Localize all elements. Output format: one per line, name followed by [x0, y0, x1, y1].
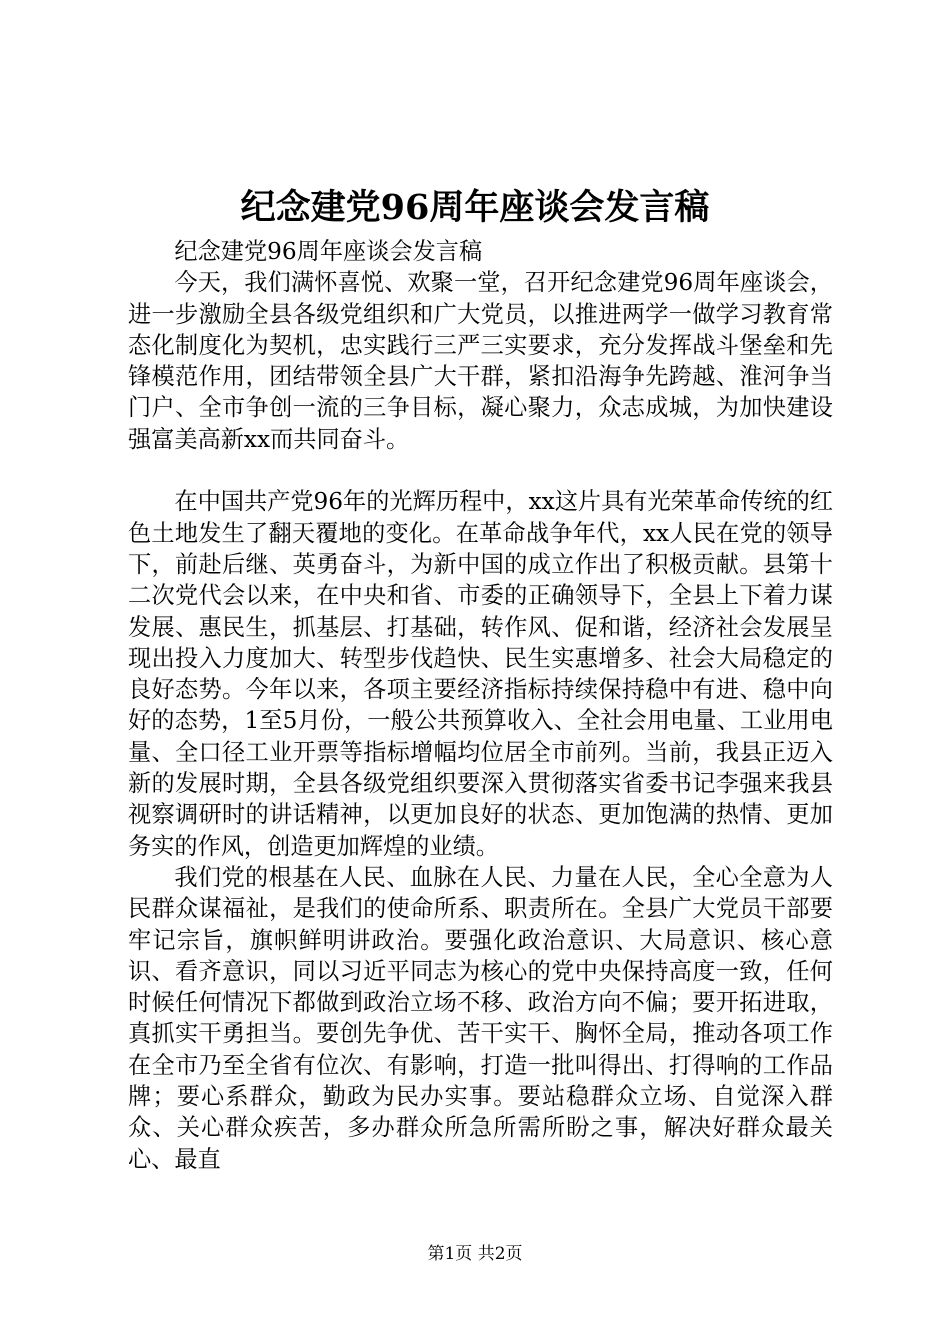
- document-title: 纪念建党96周年座谈会发言稿: [240, 187, 710, 228]
- document-body: [128, 236, 833, 1175]
- body-paragraph-1: 今天，我们满怀喜悦、欢聚一堂，召开纪念建党96周年座谈会，进一步激励全县各级党组织和广大党员，以推进两学一做学习教育常态化制度化为契机，忠实践行三严三实要求，充分发挥战斗堡垒和先锋模范作用，团结带领全县广大干群，紧扣沿海争先跨越、淮河争当门户、全市争创一流的三争目标，凝心聚力，众志成城，为加快建设强富美高新xx而共同奋斗。: [128, 269, 833, 453]
- body-paragraph-3: 我们党的根基在人民、血脉在人民、力量在人民，全心全意为人民群众谋福祉，是我们的使命所系、职责所在。全县广大党员干部要牢记宗旨，旗帜鲜明讲政治。要强化政治意识、大局意识、核心意识、看齐意识，同以习近平同志为核心的党中央保持高度一致，任何时候任何情况下都做到政治立场不移、政治方向不偏；要开拓进取，真抓实干勇担当。要创先争优、苦干实干、胸怀全局，推动各项工作在全市乃至全省有位次、有影响，打造一批叫得出、打得响的工作品牌；要心系群众，勤政为民办实事。要站稳群众立场、自觉深入群众、关心群众疾苦，多办群众所急所需所盼之事，解决好群众最关心、最直: [128, 863, 833, 1173]
- subtitle-paragraph: 纪念建党96周年座谈会发言稿: [174, 238, 483, 265]
- page-footer: 第1页 共2页: [427, 1244, 523, 1264]
- body-paragraph-2: 在中国共产党96年的光辉历程中，xx这片具有光荣革命传统的红色土地发生了翻天覆地的变化。在革命战争年代，xx人民在党的领导下，前赴后继、英勇奋斗，为新中国的成立作出了积极贡献。县第十二次党代会以来，在中央和省、市委的正确领导下，全县上下着力谋发展、惠民生，抓基层、打基础，转作风、促和谐，经济社会发展呈现出投入力度加大、转型步伐趋快、民生实惠增多、社会大局稳定的良好态势。今年以来，各项主要经济指标持续保持稳中有进、稳中向好的态势，1至5月份，一般公共预算收入、全社会用电量、工业用电量、全口径工业开票等指标增幅均位居全市前列。当前，我县正迈入新的发展时期，全县各级党组织要深入贯彻落实省委书记李强来我县视察调研时的讲话精神，以更加良好的状态、更加饱满的热情、更加务实的作风，创造更加辉煌的业绩。: [128, 488, 833, 860]
